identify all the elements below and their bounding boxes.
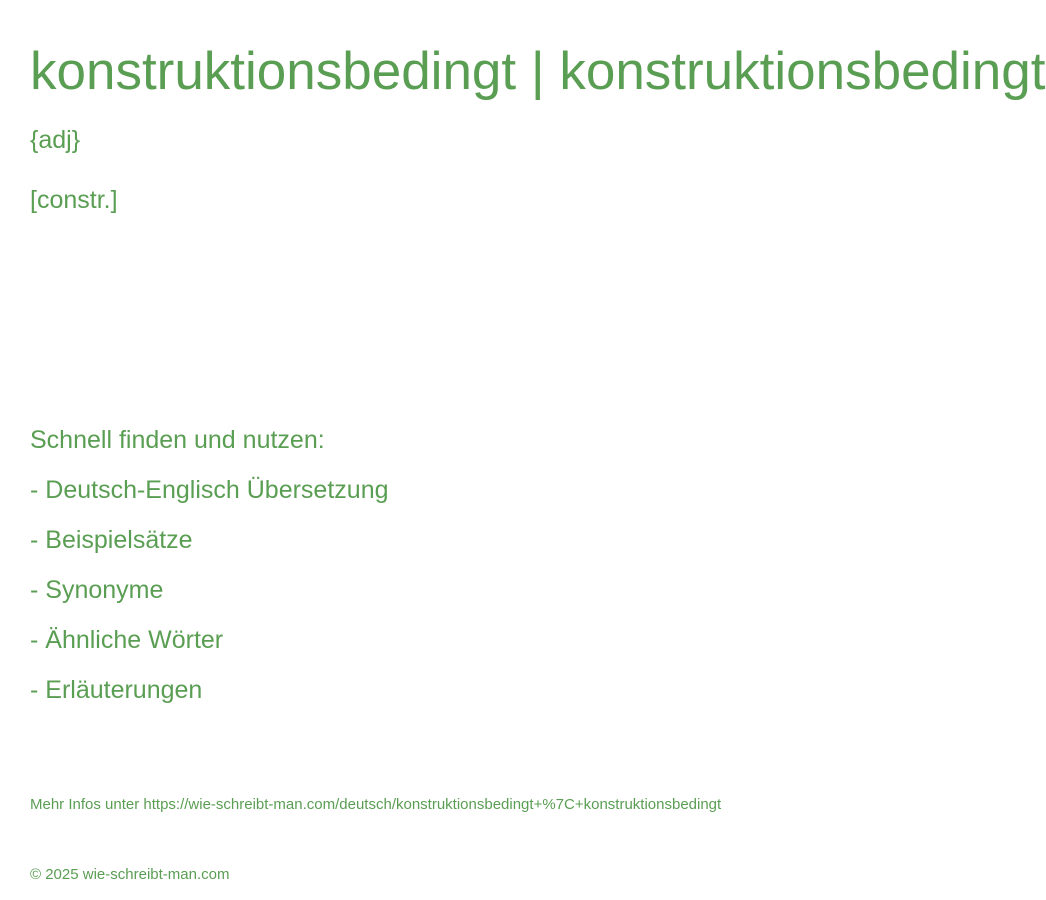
page-title: konstruktionsbedingt | konstruktionsbedingt [30,42,1046,101]
more-info-link[interactable]: Mehr Infos unter https://wie-schreibt-man.com/deutsch/konstruktionsbedingt+%7C+konstruktionsbedingt [30,796,722,813]
domain-label: [constr.] [30,186,118,214]
feature-item-example-sentences: - Beispielsätze [30,526,193,554]
feature-item-similar-words: - Ähnliche Wörter [30,626,224,654]
feature-item-translation: - Deutsch-Englisch Übersetzung [30,476,389,504]
feature-item-synonyms: - Synonyme [30,576,164,604]
features-section [30,424,389,724]
part-of-speech-label: {adj} [30,126,81,154]
features-list [30,474,389,724]
features-heading: Schnell finden und nutzen: [30,426,325,454]
feature-item-explanations: - Erläuterungen [30,676,203,704]
copyright-notice: © 2025 wie-schreibt-man.com [30,866,230,883]
